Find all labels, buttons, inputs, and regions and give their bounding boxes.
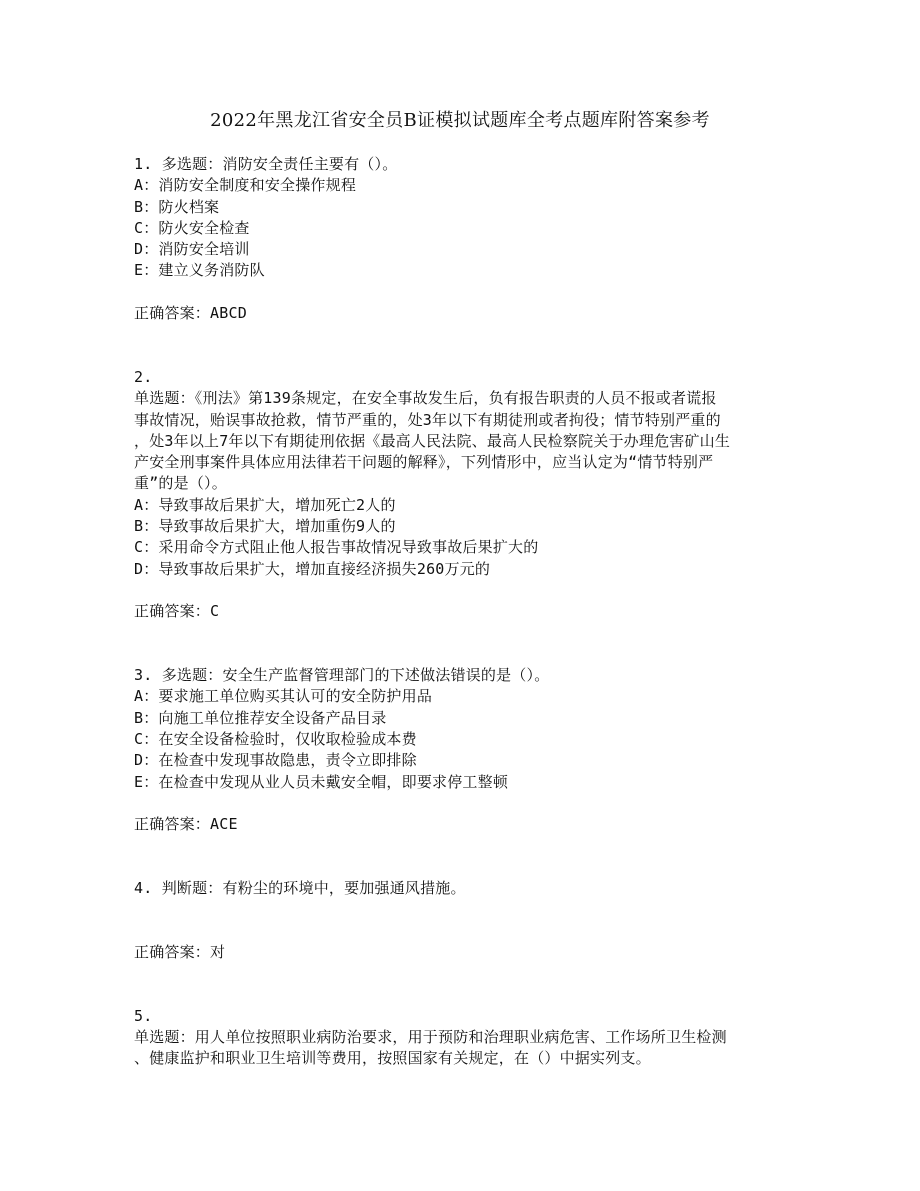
question-1 [134,154,794,324]
question-stem-line: 单选题：《刑法》第139条规定，在安全事故发生后，负有报告职责的人员不报或者谎报 [134,389,717,408]
option-b: B：防火档案 [134,197,220,216]
option-d: D：导致事故后果扩大，增加直接经济损失260万元的 [134,559,491,578]
question-stem-line: 产安全刑事案件具体应用法律若干问题的解释》，下列情形中，应当认定为“情节特别严 [134,453,714,472]
option-d: D：消防安全培训 [134,240,250,259]
answer-line [134,303,794,324]
option-a: A：导致事故后果扩大，增加死亡2人的 [134,495,396,514]
question-number: 2. [134,367,153,386]
answer-value: 对 [210,942,226,961]
answer-label: 正确答案： [134,815,211,834]
option-e: E：建立义务消防队 [134,261,265,280]
answer-label: 正确答案： [134,942,211,961]
question-stem-line: 重”的是（）。 [134,474,227,493]
document-title: 2022年黑龙江省安全员B证模拟试题库全考点题库附答案参考 [210,110,710,131]
option-e: E：在检查中发现从业人员未戴安全帽，即要求停工整顿 [134,772,509,791]
question-2 [134,367,794,623]
answer-value: ABCD [210,304,247,323]
option-b: B：导致事故后果扩大，增加重伤9人的 [134,517,396,536]
answer-value: C [210,602,220,621]
option-a: A：消防安全制度和安全操作规程 [134,176,357,195]
question-stem-line: 1. 多选题：消防安全责任主要有（）。 [134,155,398,173]
question-number: 5. [134,1006,153,1025]
option-a: A：要求施工单位购买其认可的安全防护用品 [134,687,433,706]
answer-value: ACE [210,815,238,834]
answer-label: 正确答案： [134,602,211,621]
question-stem-line: 单选题：用人单位按照职业病防治要求，用于预防和治理职业病危害、工作场所卫生检测 [134,1028,727,1047]
option-d: D：在检查中发现事故隐患，责令立即排除 [134,751,417,770]
option-b: B：向施工单位推荐安全设备产品目录 [134,708,387,727]
answer-line [134,814,794,835]
question-stem-line: ，处3年以上7年以下有期徒刑依据《最高人民法院、最高人民检察院关于办理危害矿山生 [134,431,731,450]
question-4 [134,878,794,963]
question-stem-line: 4. 判断题：有粉尘的环境中，要加强通风措施。 [134,879,466,898]
answer-line [134,942,794,963]
answer-line [134,601,794,622]
question-stem-line: 3. 多选题：安全生产监督管理部门的下述做法错误的是（）。 [134,666,550,685]
question-5 [134,1006,794,1070]
option-c: C：在安全设备检验时，仅收取检验成本费 [134,730,417,749]
option-c: C：防火安全检查 [134,218,250,237]
answer-label: 正确答案： [134,304,211,323]
option-c: C：采用命令方式阻止他人报告事故情况导致事故后果扩大的 [134,538,539,557]
question-3 [134,665,794,835]
question-stem-line: 事故情况，贻误事故抢救，情节严重的，处3年以下有期徒刑或者拘役；情节特别严重的 [134,410,721,429]
question-stem-line: 、健康监护和职业卫生培训等费用，按照国家有关规定，在（）中据实列支。 [134,1049,651,1068]
question-list [134,154,794,1070]
